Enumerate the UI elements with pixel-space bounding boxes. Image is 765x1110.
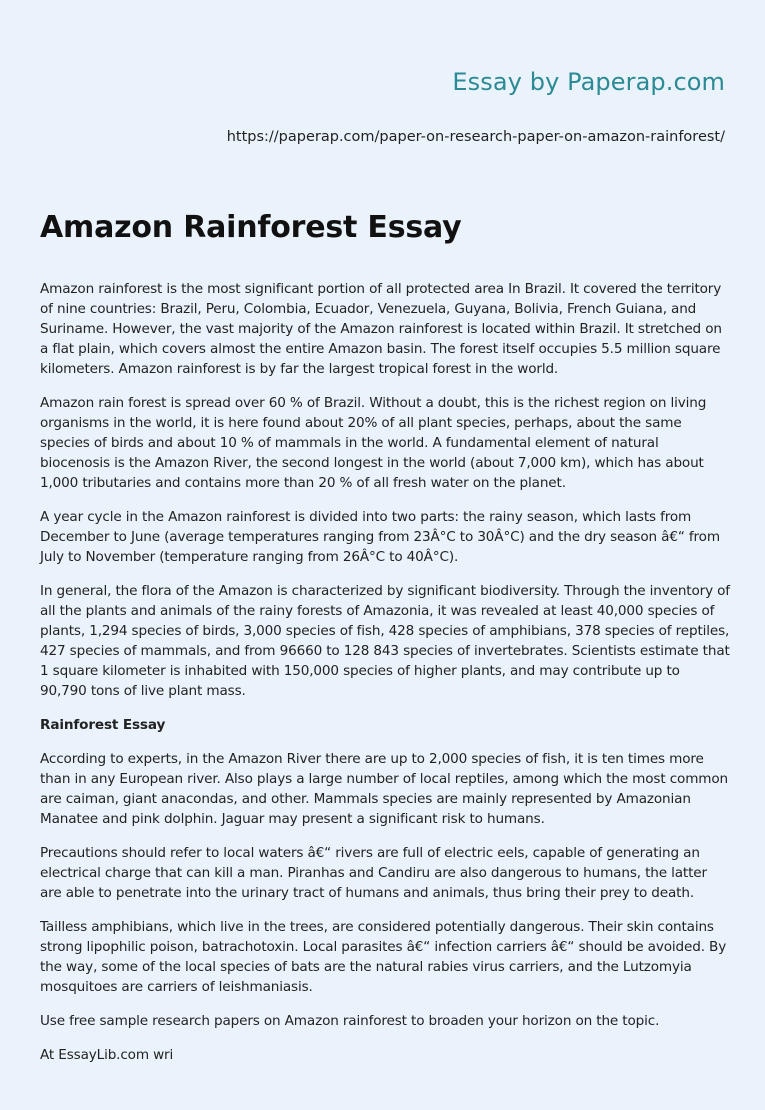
paragraph-6: Precautions should refer to local waters â€“ rivers are full of electric eels, capable of generating an electrical charge that can kill a man. Piranhas and Candiru are also dangerous to humans, the latter are able to penetrate into the urinary tract of humans and animals, thus bring their prey to death. [40,845,707,901]
paragraph-9: At EssayLib.com wri [40,1047,174,1063]
site-brand[interactable]: Essay by Paperap.com [452,68,725,96]
paragraph-4: In general, the flora of the Amazon is characterized by significant biodiversity. Through the inventory of all the plants and animals of the rainy forests of Amazonia, it was revealed at least 40,000 species of plants, 1,294 species of birds, 3,000 species of fish, 428 species of amphibians, 378 species of reptiles, 427 species of mammals, and from 96660 to 128 843 species of invertebrates. Scientists estimate that 1 square kilometer is inhabited with 150,000 species of higher plants, and may contribute up to 90,790 tons of live plant mass. [40,583,730,699]
paragraph-1: Amazon rainforest is the most significant portion of all protected area In Brazil. It covered the territory of nine countries: Brazil, Peru, Colombia, Ecuador, Venezuela, Guyana, Bolivia, French Guiana, and Suriname. However, the vast majority of the Amazon rainforest is located within Brazil. It stretched on a flat plain, which covers almost the entire Amazon basin. The forest itself occupies 5.5 million square kilometers. Amazon rainforest is by far the largest tropical forest in the world. [40,281,722,377]
paragraph-8: Use free sample research papers on Amazon rainforest to broaden your horizon on the topic. [40,1013,660,1029]
paragraph-3: A year cycle in the Amazon rainforest is divided into two parts: the rainy season, which lasts from December to June (average temperatures ranging from 23Â°C to 30Â°C) and the dry season â€“ from July to November (temperature ranging from 26Â°C to 40Â°C). [40,509,720,565]
essay-title: Amazon Rainforest Essay [40,210,462,245]
section-subheading: Rainforest Essay [40,717,166,733]
paragraph-5: According to experts, in the Amazon River there are up to 2,000 species of fish, it is ten times more than in any European river. Also plays a large number of local reptiles, among which the most common are caiman, giant anacondas, and other. Mammals species are mainly represented by Amazonian Manatee and pink dolphin. Jaguar may present a significant risk to humans. [40,751,729,827]
paragraph-2: Amazon rain forest is spread over 60 % of Brazil. Without a doubt, this is the richest region on living organisms in the world, it is here found about 20% of all plant species, perhaps, about the same species of birds and about 10 % of mammals in the world. A fundamental element of natural biocenosis is the Amazon River, the second longest in the world (about 7,000 km), which has about 1,000 tributaries and contains more than 20 % of all fresh water on the planet. [40,395,707,491]
paragraph-7: Tailless amphibians, which live in the trees, are considered potentially dangerous. Their skin contains strong lipophilic poison, batrachotoxin. Local parasites â€“ infection carriers â€“ should be avoided. By the way, some of the local species of bats are the natural rabies virus carriers, and the Lutzomyia mosquitoes are carriers of leishmaniasis. [40,919,727,995]
source-url[interactable]: https://paperap.com/paper-on-research-paper-on-amazon-rainforest/ [226,129,725,145]
essay-body [40,279,730,1079]
